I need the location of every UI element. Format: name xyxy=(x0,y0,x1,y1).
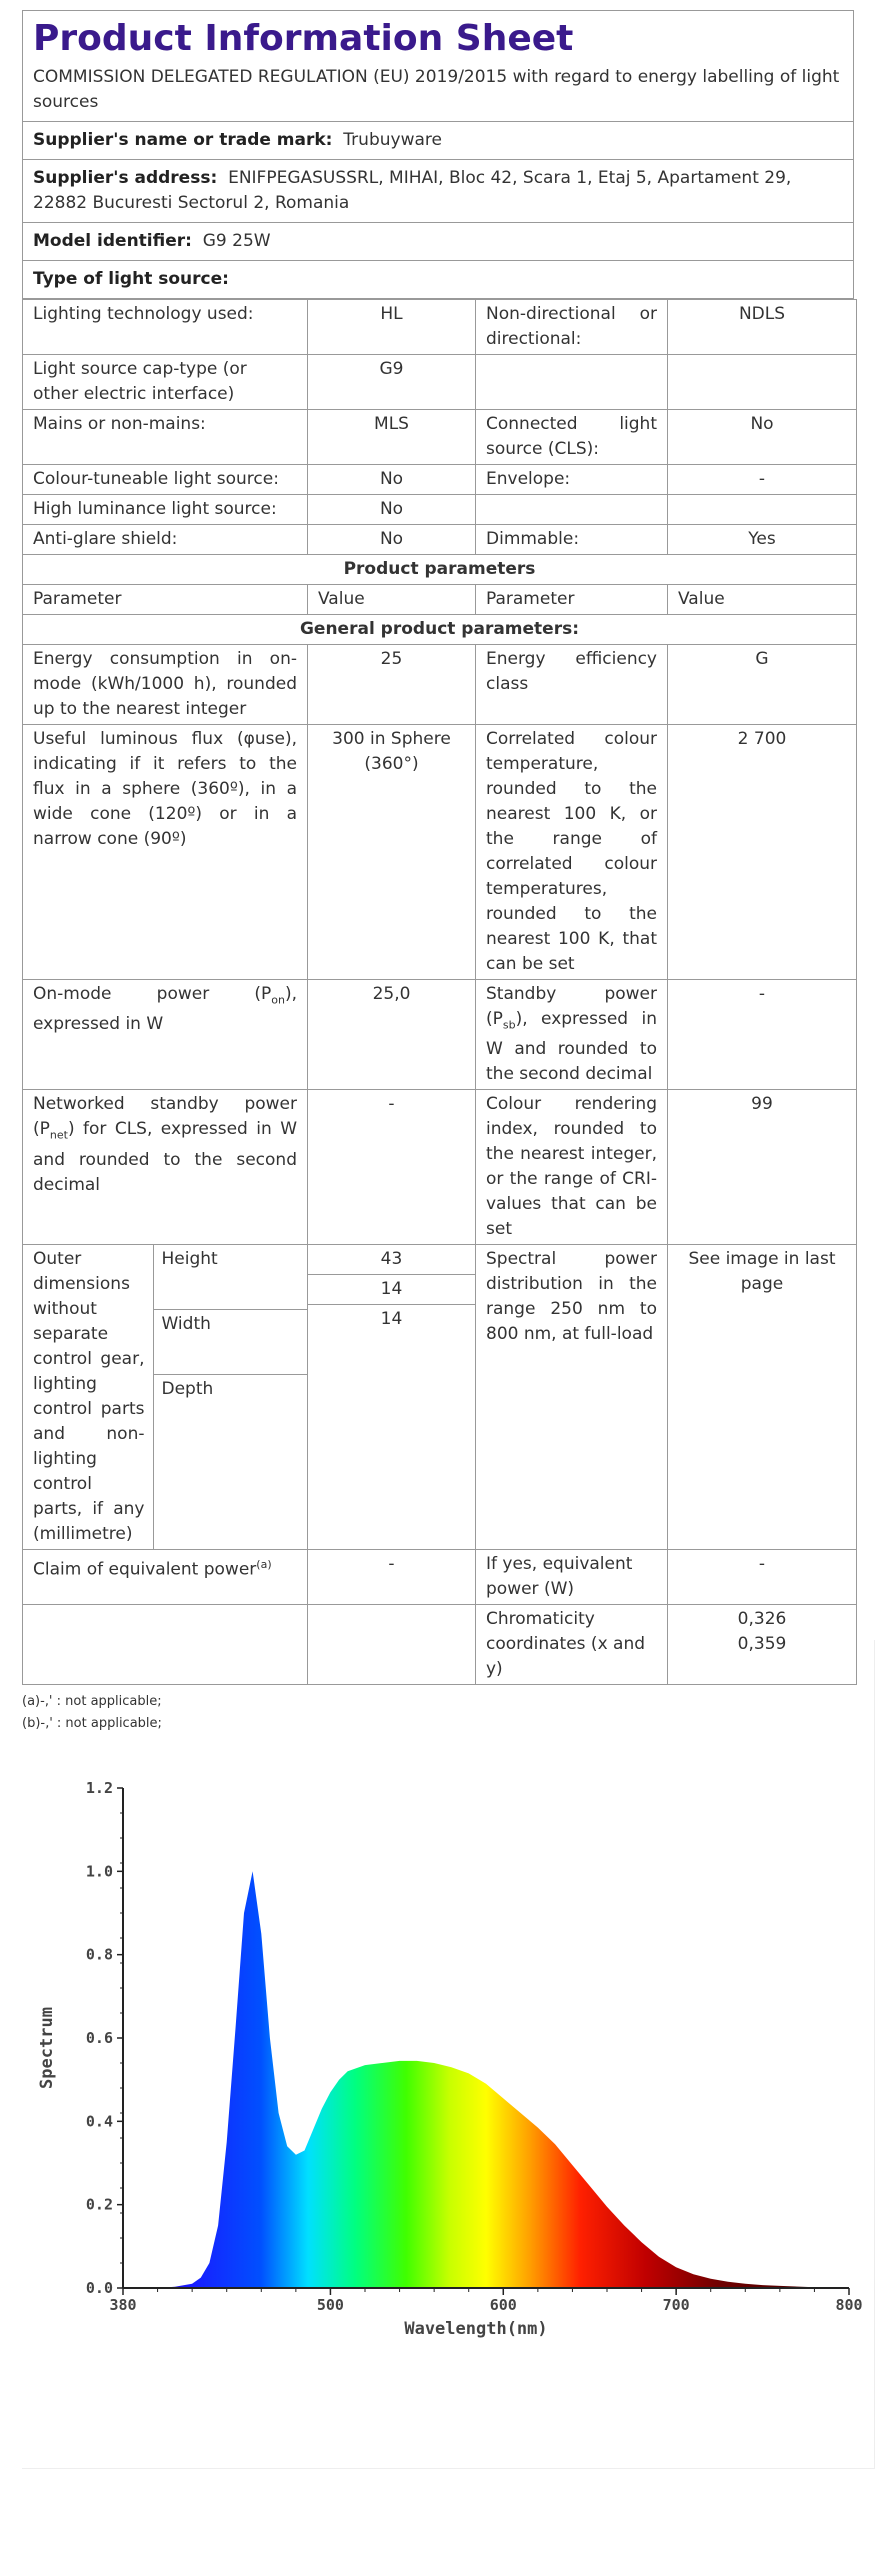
column-header-parameter: Parameter xyxy=(476,585,668,615)
supplier-address-value: ENIFPEGASUSSRL, MIHAI, Bloc 42, Scara 1, Etaj 5, Apartament 29, 22882 Bucuresti Sectorul 2, Romania xyxy=(33,168,792,213)
column-header-parameter: Parameter xyxy=(23,585,308,615)
param-cell: Colour rendering index, rounded to the nearest integer, or the range of CRI-values that can be set xyxy=(476,1090,668,1245)
standby-sub: sb xyxy=(502,1018,516,1032)
networked-sub: net xyxy=(49,1128,68,1142)
value-cell: No xyxy=(308,525,476,555)
value-cell: - xyxy=(308,1090,476,1245)
standby-label: Standby power (P xyxy=(486,984,657,1029)
height-value: 43 xyxy=(308,1245,475,1275)
x-tick-label: 600 xyxy=(489,2296,517,2314)
param-cell: Dimmable: xyxy=(476,525,668,555)
value-cell: 99 xyxy=(668,1090,857,1245)
x-tick-label: 800 xyxy=(835,2296,863,2314)
value-cell: NDLS xyxy=(668,300,857,355)
footnote-b: (b)-‚' : not applicable; xyxy=(22,1716,162,1732)
dimensions-subtable xyxy=(23,1245,308,1549)
spd-value: See image in last page xyxy=(668,1245,857,1550)
chroma-y: 0,359 xyxy=(737,1634,787,1655)
param-cell: Spectral power distribution in the range 250 nm to 800 nm, at full-load xyxy=(476,1245,668,1550)
networked-label-tail: ) for CLS, expressed in W and rounded to the second decimal xyxy=(33,1119,297,1195)
y-tick-label: 0.4 xyxy=(85,2112,113,2131)
table-row xyxy=(23,1090,857,1245)
supplier-address-row xyxy=(22,160,854,223)
param-cell xyxy=(23,1090,308,1245)
column-header-value: Value xyxy=(668,585,857,615)
onmode-label-tail: ), expressed in W xyxy=(33,984,297,1035)
value-cell: MLS xyxy=(308,410,476,465)
width-label: Width xyxy=(153,1310,308,1375)
value-cell: G xyxy=(668,645,857,725)
value-cell: 2 700 xyxy=(668,725,857,980)
table-row xyxy=(23,980,857,1090)
value-cell xyxy=(668,355,857,410)
equiv-label: Claim of equivalent power xyxy=(33,1560,257,1581)
param-cell: Colour-tuneable light source: xyxy=(23,465,308,495)
product-information-sheet xyxy=(22,10,854,1735)
height-label: Height xyxy=(153,1245,308,1309)
x-tick-label: 380 xyxy=(109,2296,137,2314)
onmode-sub: on xyxy=(271,993,285,1007)
param-cell: Correlated colour temperature, rounded to the nearest 100 K, or the range of correlated colour temperatures, rounded to the nearest 100 K, that can be set xyxy=(476,725,668,980)
dimensions-cell xyxy=(23,1245,308,1550)
param-cell: Mains or non-mains: xyxy=(23,410,308,465)
model-row xyxy=(22,223,854,261)
supplier-name-label: Supplier's name or trade mark: xyxy=(33,130,333,150)
value-cell: - xyxy=(668,980,857,1090)
value-cell: 300 in Sphere (360°) xyxy=(308,725,476,980)
table-row xyxy=(23,495,857,525)
y-tick-label: 1.2 xyxy=(85,1779,113,1797)
x-tick-label: 500 xyxy=(316,2296,344,2314)
table-row xyxy=(23,1245,857,1550)
y-tick-label: 0.6 xyxy=(85,2029,113,2047)
page-title: Product Information Sheet xyxy=(33,18,574,59)
standby-label-tail: ), expressed in W and rounded to the second decimal xyxy=(486,1009,657,1085)
x-tick-label: 700 xyxy=(662,2296,690,2314)
param-cell xyxy=(23,1550,308,1605)
y-tick-label: 0.2 xyxy=(85,2195,113,2214)
parameters-table xyxy=(22,299,857,1685)
value-cell: Yes xyxy=(668,525,857,555)
depth-label: Depth xyxy=(161,1379,214,1400)
value-cell: 25,0 xyxy=(308,980,476,1090)
footnote-a: (a)-‚' : not applicable; xyxy=(22,1694,162,1710)
table-row xyxy=(23,410,857,465)
supplier-name-row xyxy=(22,122,854,160)
networked-label: Networked standby power (P xyxy=(33,1094,297,1140)
regulation-text: COMMISSION DELEGATED REGULATION (EU) 2019/2015 with regard to energy labelling of light sources xyxy=(33,67,840,112)
table-row xyxy=(23,645,857,725)
value-cell: - xyxy=(668,465,857,495)
dimensions-values-cell xyxy=(308,1245,476,1550)
model-label: Model identifier: xyxy=(33,231,192,251)
param-cell: High luminance light source: xyxy=(23,495,308,525)
param-cell: Lighting technology used: xyxy=(23,300,308,355)
table-row xyxy=(23,555,857,585)
y-axis-label: Spectrum xyxy=(37,2007,57,2089)
equiv-sup: (a) xyxy=(256,1558,272,1572)
table-row xyxy=(23,725,857,980)
value-cell: No xyxy=(308,495,476,525)
value-cell: No xyxy=(308,465,476,495)
param-cell: Light source cap-type (or other electric interface) xyxy=(23,355,308,410)
product-parameters-heading: Product parameters xyxy=(23,555,857,585)
depth-value: 14 xyxy=(380,1309,403,1330)
value-cell: HL xyxy=(308,300,476,355)
width-value: 14 xyxy=(308,1275,475,1305)
supplier-address-label: Supplier's address: xyxy=(33,168,218,188)
y-tick-label: 1.0 xyxy=(85,1862,113,1881)
table-row xyxy=(23,525,857,555)
value-cell: - xyxy=(668,1550,857,1605)
model-value: G9 25W xyxy=(202,231,271,251)
x-axis-label: Wavelength(nm) xyxy=(404,2319,548,2339)
param-cell: Energy consumption in on-mode (kWh/1000 h), rounded up to the nearest integer xyxy=(23,645,308,725)
table-row xyxy=(23,465,857,495)
param-cell: Non-directional or directional: xyxy=(476,300,668,355)
param-cell: Anti-glare shield: xyxy=(23,525,308,555)
spectrum-chart xyxy=(22,1640,876,2470)
param-cell: Energy efficiency class xyxy=(476,645,668,725)
chroma-x: 0,326 xyxy=(737,1609,787,1630)
param-cell xyxy=(23,980,308,1090)
value-cell: G9 xyxy=(308,355,476,410)
onmode-label: On-mode power (P xyxy=(33,984,272,1004)
value-cell xyxy=(668,495,857,525)
param-cell: If yes, equivalent power (W) xyxy=(476,1550,668,1605)
dimensions-label: Outer dimensions without separate control gear, lighting control parts and non-lighting control parts, if any (millimetre) xyxy=(23,1245,153,1549)
type-heading-row xyxy=(22,261,854,299)
table-row xyxy=(23,1550,857,1605)
param-cell: Envelope: xyxy=(476,465,668,495)
param-cell xyxy=(476,980,668,1090)
value-cell: No xyxy=(668,410,857,465)
general-parameters-heading: General product parameters: xyxy=(23,615,857,645)
supplier-name-value: Trubuyware xyxy=(343,130,442,150)
param-cell xyxy=(476,355,668,410)
table-row xyxy=(23,355,857,410)
chart-frame xyxy=(22,1640,875,2469)
column-header-value: Value xyxy=(308,585,476,615)
table-row xyxy=(23,615,857,645)
value-cell: 25 xyxy=(308,645,476,725)
y-tick-label: 0.8 xyxy=(85,1945,113,1964)
param-cell: Chromaticity coordinates (x and y) xyxy=(476,1605,668,1685)
y-tick-label: 0.0 xyxy=(85,2279,113,2297)
value-cell: - xyxy=(308,1550,476,1605)
param-cell: Useful luminous flux (φuse), indicating if it refers to the flux in a sphere (360º), in a wide cone (120º) or in a narrow cone (90º) xyxy=(23,725,308,980)
table-header-row xyxy=(23,585,857,615)
table-row xyxy=(23,300,857,355)
title-box xyxy=(22,10,854,122)
type-heading: Type of light source: xyxy=(33,269,229,289)
param-cell xyxy=(476,495,668,525)
param-cell: Connected light source (CLS): xyxy=(476,410,668,465)
